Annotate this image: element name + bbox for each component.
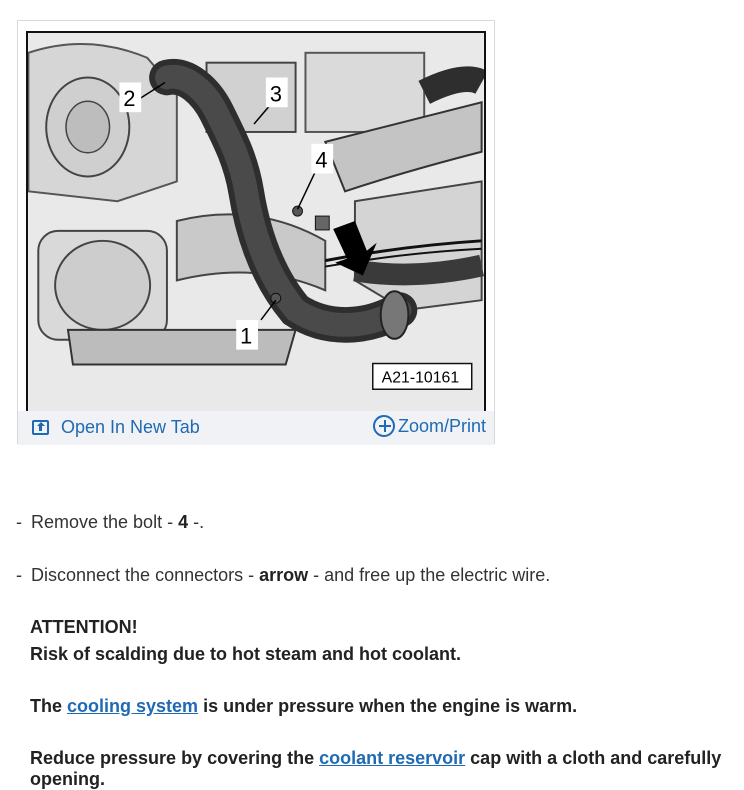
callout-3: 3: [269, 81, 282, 107]
warning-title: ATTENTION!: [30, 617, 138, 637]
step-text-after: - and free up the electric wire.: [308, 565, 551, 585]
warning-text: cap with a cloth and carefully opening.: [30, 748, 722, 789]
warning-line-1: Risk of scalding due to hot steam and hot coolant.: [30, 644, 462, 664]
zoom-plus-icon: [373, 415, 395, 437]
step-text: Disconnect the connectors -: [31, 565, 260, 585]
cooling-system-link[interactable]: cooling system: [67, 696, 199, 716]
step-text: Remove the bolt -: [31, 512, 179, 532]
step-bold: 4: [178, 512, 189, 532]
zoom-print-link[interactable]: [373, 415, 486, 437]
open-in-new-tab-label: Open In New Tab: [61, 417, 200, 437]
figure-footer: [18, 411, 494, 445]
coolant-reservoir-link[interactable]: coolant reservoir: [319, 748, 466, 768]
warning-text: The: [30, 696, 68, 716]
step-text-after: -.: [188, 512, 205, 532]
figure-card: [17, 20, 495, 444]
warning-line-2: [30, 696, 577, 717]
open-in-new-tab-icon: [32, 420, 49, 435]
step-dash: -: [16, 512, 22, 532]
step-bold: arrow: [259, 565, 309, 585]
step-disconnect-connectors: [16, 565, 550, 586]
step-dash: -: [16, 565, 22, 585]
warning-text: Reduce pressure by covering the: [30, 748, 320, 768]
zoom-print-label: Zoom/Print: [397, 415, 486, 436]
callout-1: 1: [240, 323, 253, 349]
step-remove-bolt: [16, 512, 204, 533]
figure-code: A21-10161: [381, 369, 460, 387]
callout-2: 2: [123, 86, 136, 112]
warning-line-3: [30, 748, 744, 790]
callout-4: 4: [315, 147, 328, 173]
open-in-new-tab-link[interactable]: [32, 417, 200, 438]
warning-text: is under pressure when the engine is warm.: [198, 696, 578, 716]
engine-illustration: [28, 33, 484, 413]
engine-diagram[interactable]: [26, 31, 486, 415]
